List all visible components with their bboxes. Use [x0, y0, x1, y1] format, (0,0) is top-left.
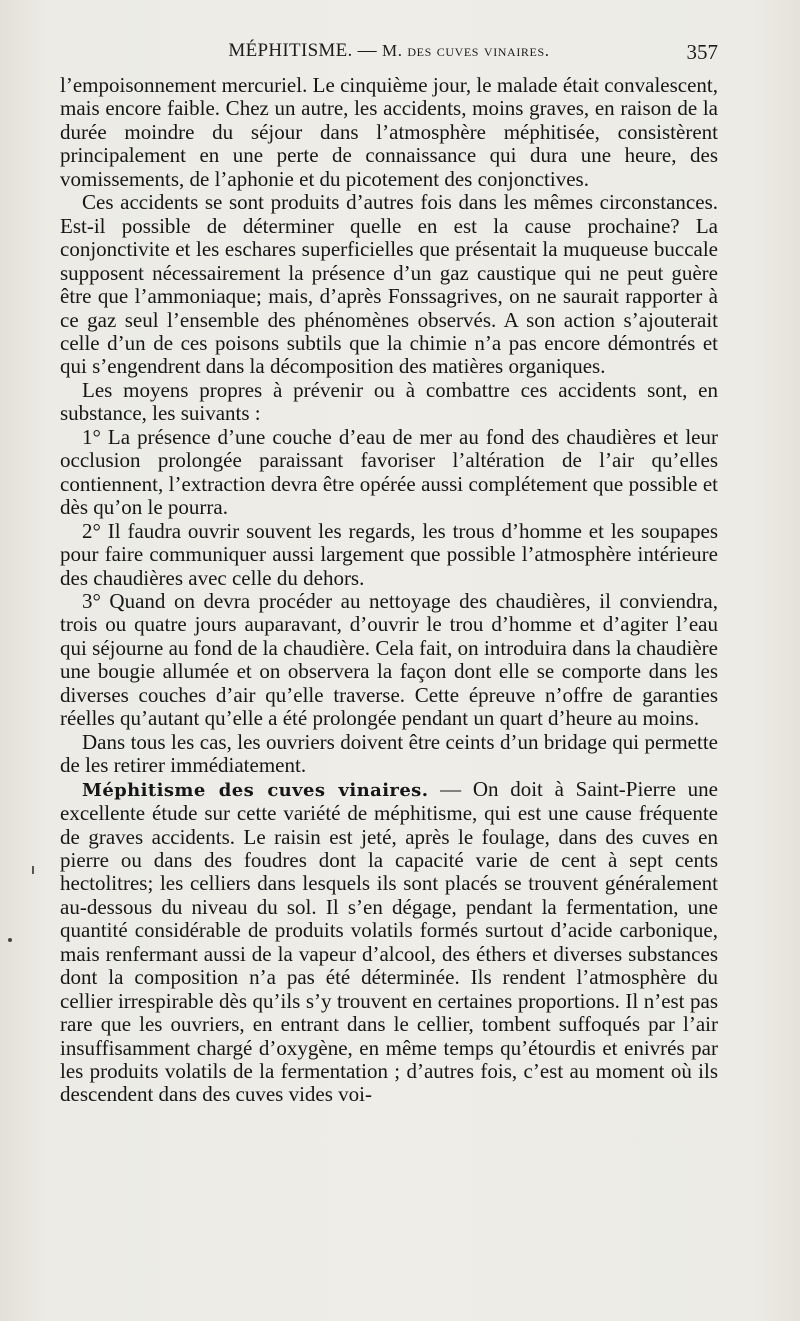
section-text: — On doit à Saint-Pierre une excellente étude sur cette variété de méphitisme, qui est une cause fréquente de graves accidents. Le raisin est jeté, après le foulage, dans des cuves en pierre ou dans des foudres dont la capacité varie de cent à sept cents hectolitres; les celliers dans lesquels ils sont placés se trouvent généralement au-dessous du niveau du sol. Il s’en dégage, pendant la fermentation, une quantité considérable de produits volatils formés surtout d’acide carbonique, mais renfermant aussi de la vapeur d’alcool, des éthers et diverses substances dont la composition n’a pas été déterminée. Ils rendent l’atmosphère du cellier irrespirable dès qu’ils s’y trouvent en certaines proportions. Il n’est pas rare que les ouvriers, en entrant dans le cellier, tombent suffoqués par l’air insuffisamment chargé d’oxygène, en même temps qu’étourdis et enivrés par les produits volatils de la fermentation ; d’autres fois, c’est au moment où ils descendent dans des cuves vides voi-	[60, 776, 718, 1107]
running-title-main: MÉPHITISME. —	[228, 40, 382, 61]
margin-tick	[32, 866, 34, 874]
paragraph: Dans tous les cas, les ouvriers doivent être ceints d’un bridage qui permette de les retirer immédiatement.	[60, 729, 718, 778]
paragraph: Les moyens propres à prévenir ou à combattre ces accidents sont, en substance, les suivants :	[60, 377, 718, 426]
running-header	[60, 38, 718, 68]
page-body	[60, 74, 718, 1107]
running-title	[60, 40, 718, 62]
list-item-2: 2° Il faudra ouvrir souvent les regards, les trous d’homme et les soupapes pour faire communiquer aussi largement que possible l’atmosphère intérieure des chaudières avec celle du dehors.	[60, 518, 718, 590]
paragraph-continued: l’empoisonnement mercuriel. Le cinquième jour, le malade était convalescent, mais encore faible. Chez un autre, les accidents, moins graves, en raison de la durée moindre du séjour dans l’atmosphère méphitisée, consistèrent principalement en une perte de connaissance qui dura une heure, des vomissements, de l’aphonie et du picotement des conjonctives.	[60, 73, 718, 191]
page-number: 357	[686, 40, 718, 64]
margin-dot	[8, 938, 12, 942]
list-item-1: 1° La présence d’une couche d’eau de mer au fond des chaudières et leur occlusion prolongée paraissant favoriser l’altération de l’air qu’elles contiennent, l’extraction devra être opérée aussi complétement que possible et dès qu’on le pourra.	[60, 424, 718, 520]
paragraph: Ces accidents se sont produits d’autres fois dans les mêmes circonstances. Est-il possible de déterminer quelle en est la cause prochaine? La conjonctivite et les eschares superficielles que présentait la muqueuse buccale supposent nécessairement la présence d’un gaz caustique qui ne peut guère être que l’ammoniaque; mais, d’après Fonssagrives, on ne saurait rapporter à ce gaz seul l’ensemble des phénomènes observés. A son action s’ajouterait celle d’un de ces poisons subtils que la chimie n’a pas encore démontrés et qui s’engendrent dans la décomposition des matières organiques.	[60, 190, 718, 379]
section-paragraph	[60, 778, 718, 1107]
running-title-sub: M. des cuves vinaires.	[382, 41, 550, 60]
section-heading: Méphitisme des cuves vinaires.	[82, 779, 429, 801]
list-item-3: 3° Quand on devra procéder au nettoyage des chaudières, il conviendra, trois ou quatre jours auparavant, d’ouvrir le trou d’homme et d’agiter l’eau qui séjourne au fond de la chaudière. Cela fait, on introduira dans la chaudière une bougie allumée et on observera la façon dont elle se comporte dans les diverses couches d’air qu’elle traverse. Cette épreuve n’offre de garanties réelles qu’autant qu’elle a été prolongée pendant un quart d’heure au moins.	[60, 588, 718, 731]
